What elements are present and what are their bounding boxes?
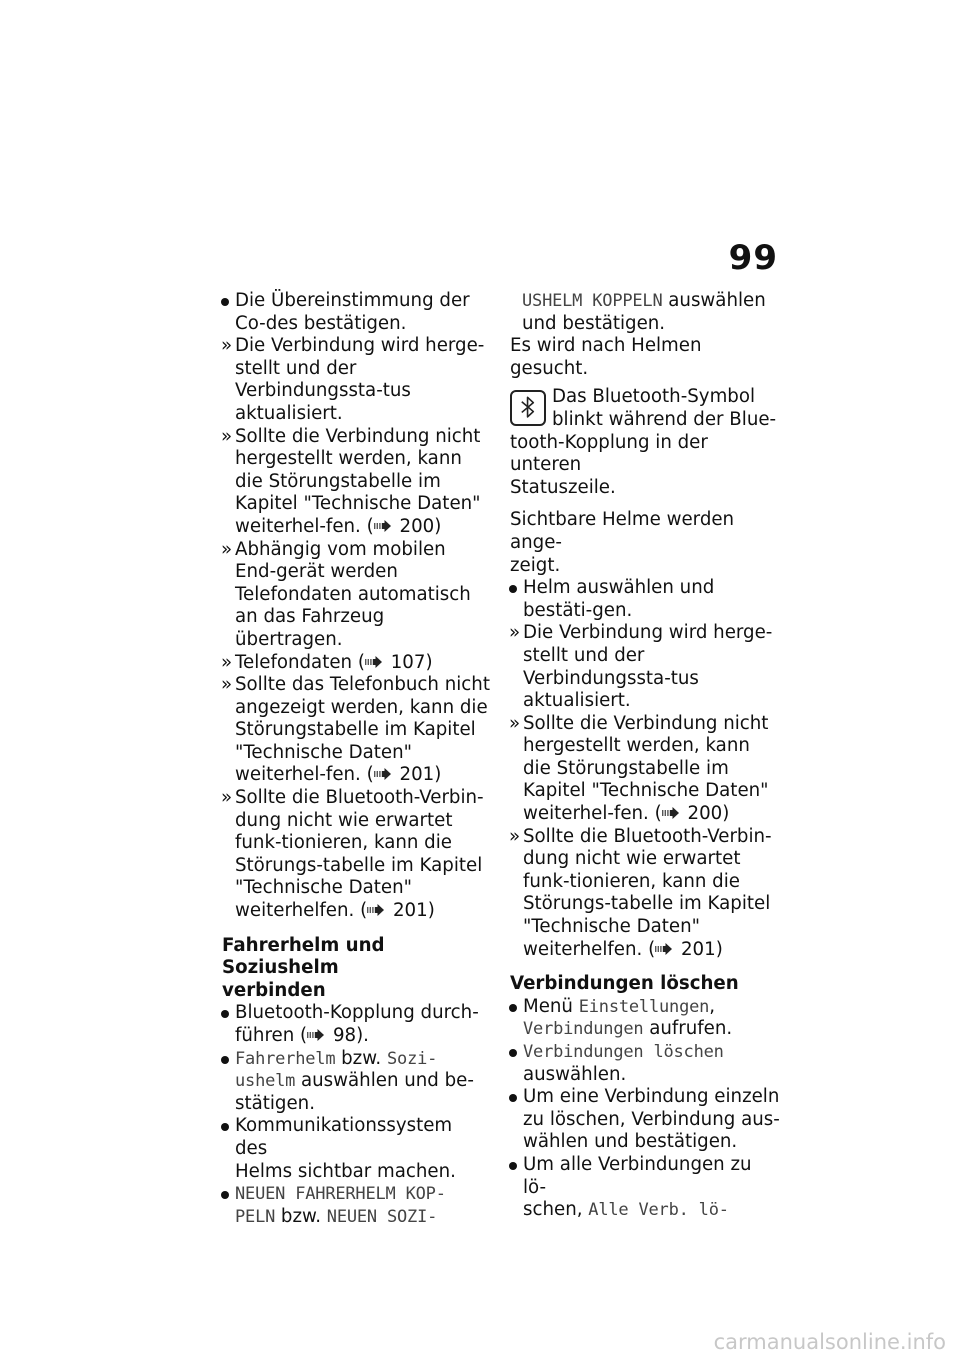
item-text: Helm auswählen und bestäti-gen. bbox=[523, 577, 715, 621]
item-text: wählen und bestätigen. bbox=[523, 1131, 738, 1153]
continued-text bbox=[510, 290, 780, 335]
note-text: blinkt während der Blue- bbox=[552, 408, 777, 430]
page-reference-arrow-icon bbox=[662, 806, 682, 820]
result-marker-icon: » bbox=[221, 674, 233, 696]
paragraph: zeigt. bbox=[510, 554, 561, 576]
item-text: Abhängig vom mobilen End-gerät werden Telefondaten automatisch an das Fahrzeug übertragen. bbox=[235, 538, 471, 650]
bullet-dot-icon bbox=[221, 1048, 229, 1071]
list-item: » Sollte die Bluetooth-Verbin-dung nicht wie erwartet funk-tionieren, kann die Störungs-tabelle im Kapitel "Technische Daten" weiterhelfen. ( 201) bbox=[509, 825, 772, 960]
list-item: » Telefondaten ( 107) bbox=[221, 651, 433, 673]
item-text: , bbox=[709, 995, 715, 1017]
item-text: Um eine Verbindung einzeln bbox=[523, 1086, 780, 1108]
item-text: Sollte das Telefonbuch nicht angezeigt werden, kann die Störungstabelle im Kapitel "Technische Daten" weiterhel-fen. bbox=[235, 674, 490, 786]
result-marker-icon: » bbox=[509, 622, 521, 644]
item-text: Die Verbindung wird herge-stellt und der Verbindungssta-tus aktualisiert. bbox=[235, 335, 485, 424]
bluetooth-icon bbox=[510, 390, 546, 426]
item-text: und bestätigen. bbox=[522, 312, 666, 334]
item-text: bzw. bbox=[335, 1047, 387, 1069]
list-item bbox=[222, 290, 490, 335]
watermark: carmanualsonline.info bbox=[713, 1330, 946, 1354]
item-text: Um alle Verbindungen zu lö- bbox=[523, 1153, 752, 1198]
paragraph: Sichtbare Helme werden ange- bbox=[510, 509, 735, 553]
menu-term: USHELM KOPPELN bbox=[522, 291, 663, 311]
page-reference: 200 bbox=[399, 515, 435, 537]
bullet-dot-icon bbox=[221, 290, 229, 313]
bullet-dot-icon bbox=[221, 1002, 229, 1025]
page-number: 99 bbox=[728, 238, 778, 278]
page-reference: 201 bbox=[392, 900, 428, 922]
result-marker-icon: » bbox=[221, 787, 233, 809]
bullet-dot-icon bbox=[221, 1115, 229, 1138]
item-text: Telefondaten bbox=[235, 651, 353, 673]
page-reference: 201 bbox=[680, 938, 716, 960]
item-text: bzw. bbox=[275, 1205, 327, 1227]
page-reference: 201 bbox=[399, 764, 435, 786]
page-reference-arrow-icon bbox=[655, 942, 675, 956]
item-text: Die Übereinstimmung der Co-des bestätigen. bbox=[235, 290, 470, 334]
list-item bbox=[510, 1086, 780, 1154]
menu-term: Verbindungen löschen bbox=[523, 1042, 724, 1062]
page-reference: 107 bbox=[390, 651, 426, 673]
list-item bbox=[510, 577, 780, 622]
list-item bbox=[222, 1115, 490, 1183]
list-item: » Sollte die Verbindung nicht hergestellt werden, kann die Störungstabelle im Kapitel "Technische Daten" weiterhel-fen. ( 200) bbox=[221, 425, 481, 537]
right-column bbox=[510, 290, 780, 1222]
list-item: » Sollte die Bluetooth-Verbin-dung nicht wie erwartet funk-tionieren, kann die Störungs-tabelle im Kapitel "Technische Daten" weiterhelfen. ( 201) bbox=[221, 787, 484, 922]
list-item bbox=[222, 539, 490, 652]
item-text: stätigen. bbox=[235, 1092, 315, 1114]
paragraph: Es wird nach Helmen gesucht. bbox=[510, 335, 702, 379]
heading-line: verbinden bbox=[222, 979, 326, 1001]
result-marker-icon: » bbox=[221, 651, 233, 673]
bullet-dot-icon bbox=[509, 1086, 517, 1109]
bluetooth-note bbox=[510, 386, 780, 431]
right-list bbox=[510, 577, 780, 961]
note-text: tooth-Kopplung in der unteren bbox=[510, 431, 708, 476]
list-item bbox=[222, 1048, 490, 1116]
page-reference-arrow-icon bbox=[374, 519, 394, 533]
item-text: Kommunikationssystem des bbox=[235, 1115, 453, 1159]
bullet-dot-icon bbox=[221, 1183, 229, 1206]
list-item bbox=[510, 622, 780, 712]
list-item bbox=[222, 1183, 490, 1228]
page-reference-arrow-icon bbox=[307, 1028, 327, 1042]
item-text: Die Verbindung wird herge-stellt und der Verbindungssta-tus aktualisiert. bbox=[523, 622, 773, 712]
item-text: Sollte die Verbindung nicht hergestellt werden, kann die Störungstabelle im Kapitel "Technische Daten" weiterhel-fen. bbox=[235, 425, 481, 537]
item-text: Sollte die Bluetooth-Verbin-dung nicht wie erwartet funk-tionieren, kann die Störungs-tabelle im Kapitel "Technische Daten" weiterhelfen. bbox=[235, 787, 484, 922]
left-list bbox=[222, 290, 490, 923]
result-marker-icon: » bbox=[221, 538, 233, 560]
bullet-dot-icon bbox=[509, 577, 517, 600]
item-text: Helms sichtbar machen. bbox=[235, 1160, 456, 1182]
item-text: auswählen bbox=[662, 290, 766, 311]
menu-term: NEUEN SOZI- bbox=[326, 1206, 438, 1227]
item-text: Bluetooth-Kopplung durch-führen ( bbox=[235, 1002, 479, 1046]
page-reference-arrow-icon bbox=[367, 903, 387, 917]
menu-term: PELN bbox=[235, 1206, 276, 1227]
result-marker-icon: » bbox=[221, 335, 233, 357]
section-heading-delete: Verbindungen löschen bbox=[510, 973, 739, 995]
item-text: aufrufen. bbox=[643, 1018, 733, 1040]
section-heading-helmets bbox=[222, 935, 490, 1003]
item-text: auswählen. bbox=[523, 1063, 627, 1085]
result-marker-icon: » bbox=[509, 712, 521, 734]
page-reference: 98). bbox=[332, 1025, 369, 1046]
menu-term: Alle Verb. lö- bbox=[588, 1200, 729, 1221]
result-marker-icon: » bbox=[509, 825, 521, 847]
page-reference-arrow-icon bbox=[365, 655, 385, 669]
item-text: Sollte die Verbindung nicht hergestellt werden, kann die Störungstabelle im Kapitel "Technische Daten" weiterhel-fen. bbox=[523, 712, 769, 825]
bullet-dot-icon bbox=[509, 1041, 517, 1064]
item-text: schen, bbox=[523, 1199, 589, 1221]
menu-term: Verbindungen bbox=[523, 1019, 644, 1040]
left-column bbox=[222, 290, 490, 1228]
note-text: Das Bluetooth-Symbol bbox=[552, 386, 756, 408]
menu-term: Fahrerhelm bbox=[235, 1048, 336, 1069]
list-item bbox=[510, 1154, 780, 1222]
item-text: Menü bbox=[523, 995, 579, 1017]
page-reference: 200 bbox=[687, 803, 723, 825]
result-marker-icon: » bbox=[221, 425, 233, 447]
page-reference-arrow-icon bbox=[374, 767, 394, 781]
bullet-dot-icon bbox=[509, 1154, 517, 1177]
heading-line: Fahrerhelm und Soziushelm bbox=[222, 934, 385, 979]
menu-term: Einstellungen bbox=[578, 996, 710, 1017]
item-text: auswählen und be- bbox=[295, 1070, 474, 1092]
list-item bbox=[222, 335, 490, 425]
menu-term: ushelm bbox=[235, 1071, 296, 1092]
item-text: Sollte die Bluetooth-Verbin-dung nicht wie erwartet funk-tionieren, kann die Störungs-tabelle im Kapitel "Technische Daten" weiterhelfen. bbox=[523, 825, 772, 960]
item-text: zu löschen, Verbindung aus- bbox=[523, 1108, 780, 1130]
bullet-dot-icon bbox=[509, 996, 517, 1019]
list-item: » Sollte das Telefonbuch nicht angezeigt werden, kann die Störungstabelle im Kapitel "Technische Daten" weiterhel-fen. ( 201) bbox=[221, 674, 490, 786]
list-item bbox=[510, 996, 780, 1041]
list-item bbox=[222, 1002, 490, 1047]
menu-term: Sozi- bbox=[387, 1048, 438, 1069]
list-item: » Sollte die Verbindung nicht hergestellt werden, kann die Störungstabelle im Kapitel "Technische Daten" weiterhel-fen. ( 200) bbox=[509, 712, 769, 825]
list-item bbox=[510, 1041, 780, 1086]
menu-term: NEUEN FAHRERHELM KOP- bbox=[235, 1184, 446, 1205]
note-text: Statuszeile. bbox=[510, 476, 616, 498]
